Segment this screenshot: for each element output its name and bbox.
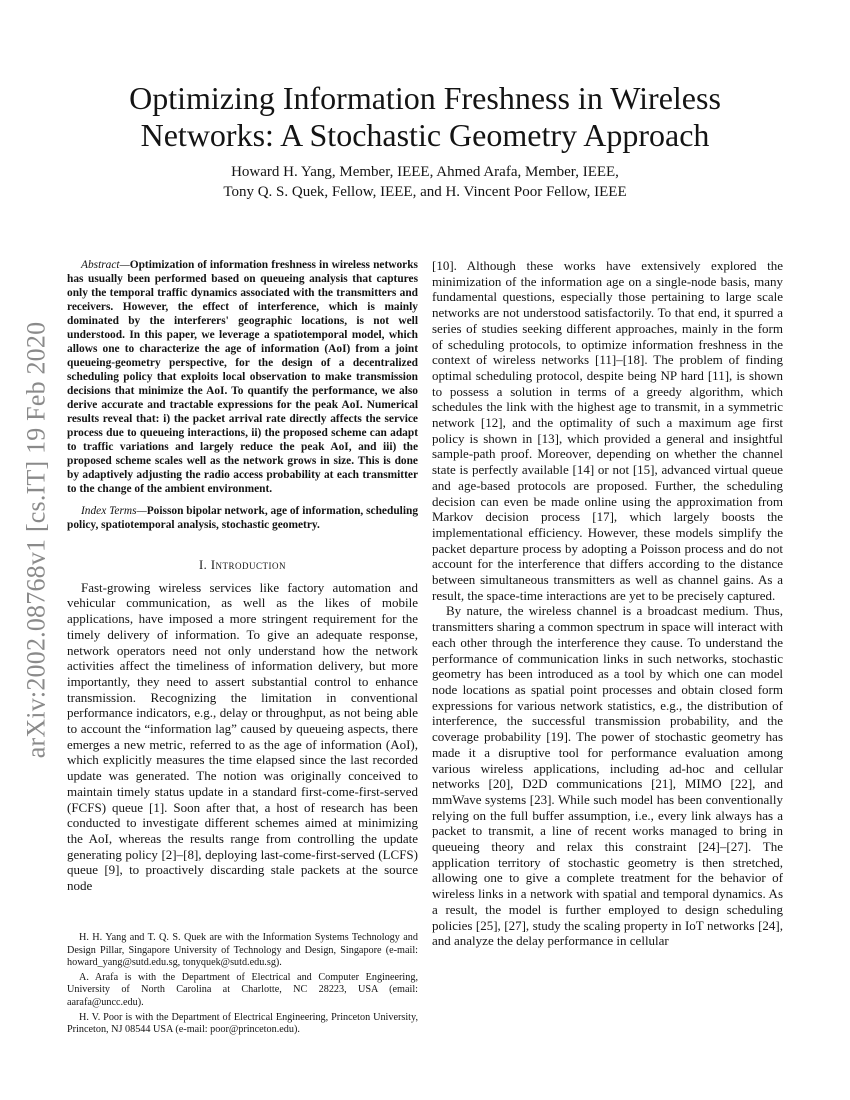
index-terms-text: Poisson bipolar network, age of information, scheduling policy, spatiotemporal analysis, stochastic geometry. — [67, 505, 419, 531]
right-column-body — [432, 258, 783, 949]
footnote-affiliation-2: A. Arafa is with the Department of Electrical and Computer Engineering, University of North Carolina at Charlotte, NC 28223, USA (email: aarafa@uncc.edu). — [67, 971, 418, 1008]
abstract — [67, 258, 418, 496]
authors-line-1: Howard H. Yang, Member, IEEE, Ahmed Arafa, Member, IEEE, — [231, 164, 619, 180]
index-terms — [67, 504, 418, 532]
abstract-lead: Abstract— — [81, 259, 130, 271]
left-column — [67, 258, 418, 894]
title-line-2: Networks: A Stochastic Geometry Approach — [140, 117, 710, 153]
footnote-affiliation-3: H. V. Poor is with the Department of Electrical Engineering, Princeton University, Princeton, NJ 08544 USA (e-mail: poor@princeton.edu). — [67, 1011, 418, 1036]
arxiv-identifier-stamp — [6, 280, 66, 800]
author-list — [70, 162, 780, 202]
right-paragraph-1: [10]. Although these works have extensively explored the minimization of the information age on a single-node basis, many fundamental questions, especially those pertaining to large scale networks are not understood satisfactorily. To that end, it spurred a series of studies seeking different approaches, mainly in the form of scheduling protocols, to optimize information freshness in the context of wireless networks [11]–[18]. The problem of finding optimal scheduling protocol, despite being NP hard [11], is shown to possess a solution in terms of a greedy algorithm, which schedules the link with the highest age to transmit, in a symmetric network [12], and the optimality of such a maximum age first policy is shown in [13], which provided a general and insightful sample-path proof. Moreover, depending on whether the channel state is perfectly available [14] or not [15], advanced virtual queue and age-based protocols are proposed. Further, the scheduling decision can even be made online using the approximation from Markov decision process [17], which largely boosts the implementational efficiency. However, these models simplify the packet departure process by adopting a Poisson process and do not account for the interference that differs according to the distance between simultaneous transmitters as well as channel gains. As a result, the space-time interactions are yet to be precisely captured. — [432, 258, 783, 603]
paper-title — [70, 80, 780, 154]
footnotes — [67, 932, 418, 1039]
index-terms-lead: Index Terms— — [81, 505, 147, 517]
footnote-affiliation-1: H. H. Yang and T. Q. S. Quek are with the Information Systems Technology and Design Pillar, Singapore University of Technology and Design, Singapore (e-mail: howard_yang@sutd.edu.sg, tonyquek@sutd.edu.sg). — [67, 932, 418, 969]
arxiv-identifier-text: arXiv:2002.08768v1 [cs.IT] 19 Feb 2020 — [21, 321, 51, 759]
abstract-text: Optimization of information freshness in wireless networks has usually been performed based on queueing analysis that captures only the temporal traffic dynamics associated with the transmitters and receivers. However, the effect of interference, which is mainly dominated by the interferers' geographic locations, is not well understood. In this paper, we leverage a spatiotemporal model, which allows one to characterize the age of information (AoI) from a joint queueing-geometry perspective, for the design of a decentralized scheduling policy that exploits local observation to make transmission decisions that minimize the AoI. To quantify the performance, we also derive accurate and tractable expressions for the peak AoI. Numerical results reveal that: i) the packet arrival rate directly affects the service process due to queueing interactions, ii) the proposed scheme can adapt to traffic variations and largely reduce the peak AoI, and iii) the proposed scheme scales well as the network grows in size. This is done by adaptively adjusting the radio access probability at each transmitter to the change of the ambient environment. — [67, 259, 418, 495]
right-column — [432, 258, 783, 949]
section-heading-introduction: I. Introduction — [198, 558, 287, 572]
intro-paragraph-1: Fast-growing wireless services like factory automation and vehicular communication, as well as the likes of mobile applications, have imposed a more stringent requirement for the timely delivery of information. To give an adequate response, network operators need not only understand how the network activities affect the timeliness of information delivery, but more importantly, they need to assert substantial control to enhance transmission. Recognizing the limitation in conventional performance indicators, e.g., delay or throughput, as not being able to account the “information lag” caused by queueing aspects, there emerges a new metric, referred to as the age of information (AoI), which explicitly measures the time elapsed since the last recorded update was generated. The notion was originally conceived to maintain timely status update in a standard first-come-first-served (FCFS) queue [1]. Soon after that, a host of research has been conducted to investigate different schemes aimed at minimizing the AoI, whereas the results range from controlling the update generating policy [2]–[8], deploying last-come-first-served (LCFS) queue [9], to proactively discarding stale packets at the source node — [67, 579, 418, 894]
introduction-body — [67, 580, 418, 894]
right-paragraph-2: By nature, the wireless channel is a broadcast medium. Thus, transmitters sharing a common spectrum in space will interact with each other through the interference they cause. To understand the performance of communication links in such networks, stochastic geometry has been introduced as a tool by which one can model node locations as spatial point processes and obtain closed form expressions for various network statistics, e.g., the distribution of interference, the successful transmission probability, and the coverage probability [19]. The power of stochastic geometry has made it a disruptive tool for performance evaluation among various wireless applications, including ad-hoc and cellular networks [20], D2D communications [21], MIMO [22], and mmWave systems [23]. While such model has been conventionally relying on the full buffer assumption, i.e., every link always has a packet to transmit, a line of recent works managed to bring in queueing theory and relax this constraint [24]–[27]. The application territory of stochastic geometry is then stretched, allowing one to give a complete treatment for the behavior of wireless links in a network with spatial and temporal dynamics. As a result, the model is further employed to design scheduling policies [25], [27], study the scaling property in IoT networks [24], and analyze the delay performance in cellular — [432, 603, 783, 949]
title-line-1: Optimizing Information Freshness in Wireless — [129, 80, 721, 116]
authors-line-2: Tony Q. S. Quek, Fellow, IEEE, and H. Vincent Poor Fellow, IEEE — [223, 184, 627, 200]
